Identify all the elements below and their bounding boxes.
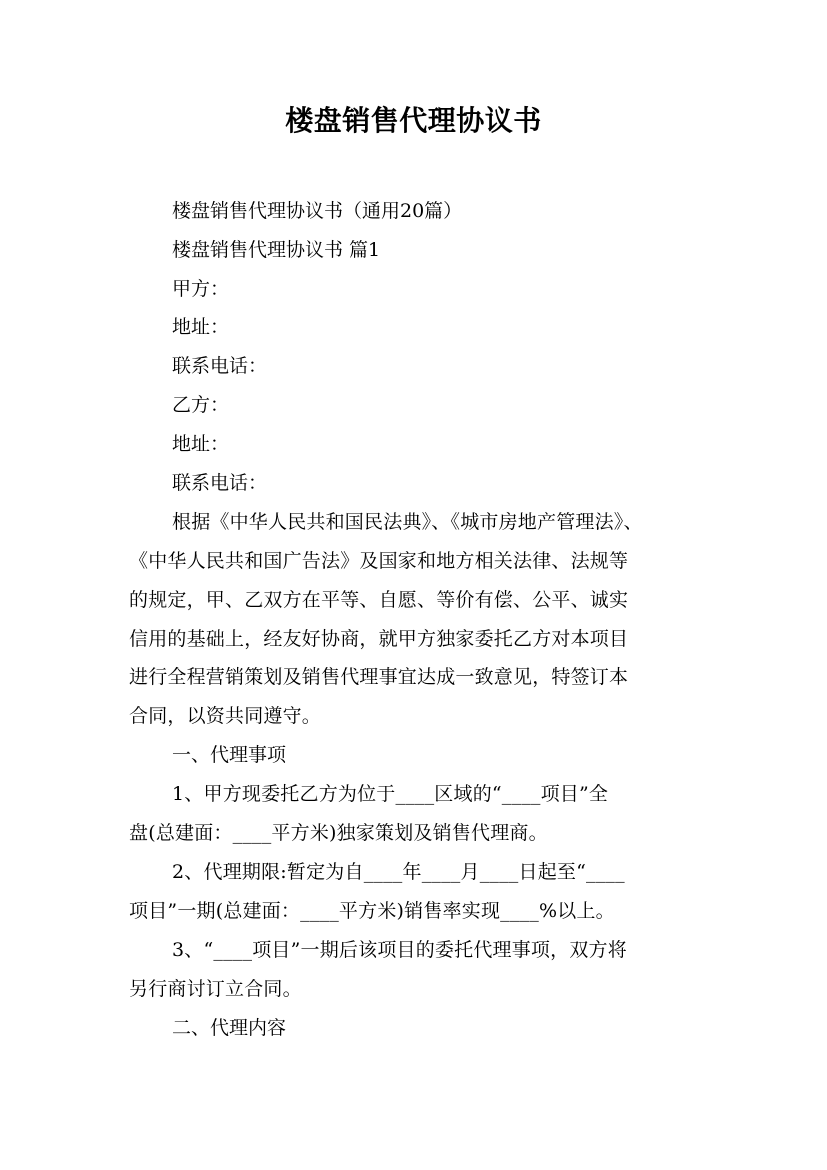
paragraph-line: 的规定，甲、乙双方在平等、自愿、等价有偿、公平、诚实 <box>129 589 629 611</box>
paragraph-line: 合同，以资共同遵守。 <box>129 705 322 727</box>
party-b-address-label: 地址： <box>172 433 230 455</box>
party-a-address-label: 地址： <box>172 316 230 338</box>
paragraph-line: 1、甲方现委托乙方为位于____区域的“____项目”全 <box>172 783 609 805</box>
section-heading: 楼盘销售代理协议书 篇1 <box>172 239 381 261</box>
paragraph-line: 进行全程营销策划及销售代理事宜达成一致意见，特签订本 <box>129 666 629 688</box>
document-title: 楼盘销售代理协议书 <box>285 104 542 137</box>
paragraph-line: 根据《中华人民共和国民法典》、《城市房地产管理法》、 <box>172 511 643 533</box>
party-a-label: 甲方： <box>172 278 230 300</box>
paragraph-line: 3、“____项目”一期后该项目的委托代理事项，双方将 <box>172 939 627 961</box>
party-b-label: 乙方： <box>172 394 230 416</box>
paragraph-line: 2、代理期限:暂定为自____年____月____日起至“____ <box>172 861 625 883</box>
paragraph-line: 《中华人民共和国广告法》及国家和地方相关法律、法规等 <box>129 550 629 572</box>
paragraph-line: 信用的基础上，经友好协商，就甲方独家委托乙方对本项目 <box>129 628 629 650</box>
paragraph-line: 项目”一期(总建面：____平方米)销售率实现____%以上。 <box>129 900 615 922</box>
section-heading: 一、代理事项 <box>172 744 287 766</box>
paragraph-line: 另行商讨订立合同。 <box>129 978 302 1000</box>
party-a-phone-label: 联系电话： <box>172 355 268 377</box>
party-b-phone-label: 联系电话： <box>172 472 268 494</box>
section-heading: 二、代理内容 <box>172 1017 287 1039</box>
subtitle-line: 楼盘销售代理协议书（通用20篇） <box>172 200 463 222</box>
paragraph-line: 盘(总建面：____平方米)独家策划及销售代理商。 <box>129 822 548 844</box>
